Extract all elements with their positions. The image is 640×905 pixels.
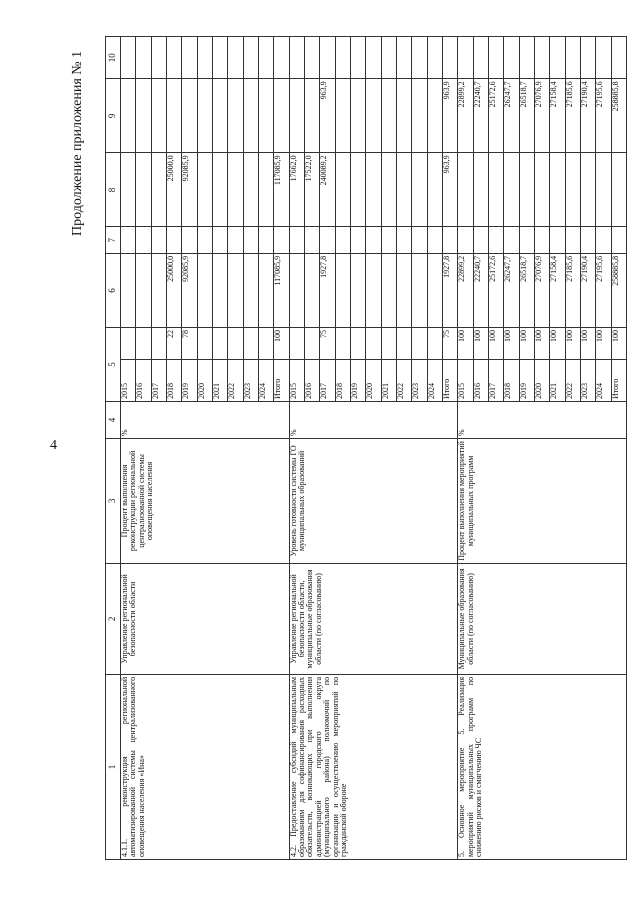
amount-cell (611, 153, 627, 227)
amount-cell (350, 253, 365, 327)
amount-cell (151, 79, 166, 153)
year-cell: 2022 (396, 359, 411, 401)
amount-cell (289, 253, 304, 327)
unit-cell: % (458, 402, 627, 439)
value-cell (121, 327, 136, 359)
amount-cell (136, 153, 151, 227)
amount-cell (243, 227, 258, 253)
column-number: 10 (106, 37, 121, 79)
amount-cell (580, 153, 595, 227)
annex-title: Продолжение приложения № 1 (70, 50, 85, 236)
amount-cell (427, 79, 442, 153)
amount-cell (473, 227, 488, 253)
amount-cell: 27158,4 (550, 79, 565, 153)
amount-cell (197, 253, 212, 327)
amount-cell (442, 37, 457, 79)
year-cell: 2015 (458, 359, 473, 401)
amount-cell (151, 37, 166, 79)
amount-cell (228, 79, 243, 153)
amount-cell (381, 153, 396, 227)
amount-cell (335, 153, 350, 227)
amount-cell (381, 37, 396, 79)
amount-cell (381, 227, 396, 253)
year-cell: 2022 (565, 359, 580, 401)
page-number: 4 (50, 438, 57, 453)
amount-cell (228, 37, 243, 79)
amount-cell (320, 37, 335, 79)
value-cell: 100 (611, 327, 627, 359)
amount-cell: 25172,6 (488, 79, 503, 153)
value-cell (136, 327, 151, 359)
amount-cell (243, 253, 258, 327)
amount-cell (519, 227, 534, 253)
amount-cell: 26247,7 (504, 79, 519, 153)
amount-cell (366, 253, 381, 327)
amount-cell (212, 79, 227, 153)
column-number: 9 (106, 79, 121, 153)
amount-cell (136, 227, 151, 253)
amount-cell (427, 253, 442, 327)
amount-cell (197, 79, 212, 153)
amount-cell: 258885,8 (611, 253, 627, 327)
amount-cell (565, 153, 580, 227)
amount-cell: 963,9 (320, 79, 335, 153)
amount-cell (320, 227, 335, 253)
amount-cell (458, 37, 473, 79)
amount-cell (565, 37, 580, 79)
amount-cell (412, 253, 427, 327)
year-cell: 2016 (136, 359, 151, 401)
value-cell (151, 327, 166, 359)
amount-cell (396, 79, 411, 153)
amount-cell (488, 153, 503, 227)
year-cell: 2021 (550, 359, 565, 401)
amount-cell: 1927,8 (320, 253, 335, 327)
year-cell: 2018 (504, 359, 519, 401)
amount-cell (596, 227, 611, 253)
amount-cell: 1927,8 (442, 253, 457, 327)
amount-cell (458, 227, 473, 253)
year-cell: 2016 (304, 359, 319, 401)
year-cell: 2019 (182, 359, 197, 401)
amount-cell (611, 227, 627, 253)
amount-cell (550, 153, 565, 227)
amount-cell (534, 37, 549, 79)
amount-cell (335, 227, 350, 253)
year-cell: 2023 (243, 359, 258, 401)
amount-cell (121, 253, 136, 327)
year-cell: 2022 (228, 359, 243, 401)
amount-cell (258, 227, 273, 253)
value-cell: 100 (550, 327, 565, 359)
amount-cell: 22899,2 (458, 79, 473, 153)
year-cell: 2021 (212, 359, 227, 401)
amount-cell: 27190,4 (580, 79, 595, 153)
amount-cell (335, 37, 350, 79)
value-cell: 100 (596, 327, 611, 359)
value-cell (243, 327, 258, 359)
measure-cell: 4.1.1. реконструкция региональной автоматизированной системы централизованного оповещения населения «Ина» (121, 674, 290, 859)
indicator-cell: Процент выполнения мероприятий муниципальных программ (458, 439, 627, 564)
value-cell: 100 (534, 327, 549, 359)
amount-cell: 117085,9 (274, 153, 289, 227)
column-number: 3 (106, 439, 121, 564)
amount-cell (366, 79, 381, 153)
amount-cell: 26247,7 (504, 253, 519, 327)
amount-cell (289, 37, 304, 79)
amount-cell: 17662,0 (289, 153, 304, 227)
year-cell: 2018 (335, 359, 350, 401)
year-cell: 2015 (289, 359, 304, 401)
amount-cell: 92085,9 (182, 153, 197, 227)
amount-cell (136, 37, 151, 79)
year-cell: 2018 (166, 359, 181, 401)
amount-cell (350, 153, 365, 227)
amount-cell (212, 153, 227, 227)
amount-cell (304, 79, 319, 153)
amount-cell (396, 37, 411, 79)
amount-cell (228, 153, 243, 227)
year-cell: 2023 (580, 359, 595, 401)
amount-cell (228, 227, 243, 253)
amount-cell (182, 79, 197, 153)
value-cell: 100 (473, 327, 488, 359)
amount-cell: 27185,6 (565, 79, 580, 153)
value-cell (412, 327, 427, 359)
amount-cell (212, 227, 227, 253)
amount-cell (166, 227, 181, 253)
year-cell: 2015 (121, 359, 136, 401)
year-cell: 2017 (151, 359, 166, 401)
year-cell: 2024 (427, 359, 442, 401)
amount-cell: 26518,7 (519, 79, 534, 153)
amount-cell (488, 37, 503, 79)
year-cell: 2020 (197, 359, 212, 401)
amount-cell (412, 37, 427, 79)
amount-cell (243, 153, 258, 227)
amount-cell (350, 79, 365, 153)
amount-cell (442, 227, 457, 253)
value-cell: 100 (504, 327, 519, 359)
amount-cell (121, 79, 136, 153)
column-number: 7 (106, 227, 121, 253)
year-cell: Итого (274, 359, 289, 401)
year-cell: 2020 (366, 359, 381, 401)
amount-cell (166, 79, 181, 153)
value-cell (366, 327, 381, 359)
amount-cell (182, 37, 197, 79)
year-cell: 2024 (596, 359, 611, 401)
amount-cell (212, 37, 227, 79)
amount-cell (258, 79, 273, 153)
amount-cell (580, 227, 595, 253)
amount-cell (151, 253, 166, 327)
amount-cell (458, 153, 473, 227)
amount-cell (473, 37, 488, 79)
amount-cell: 258885,8 (611, 79, 627, 153)
year-cell: 2016 (473, 359, 488, 401)
amount-cell (274, 227, 289, 253)
amount-cell (534, 153, 549, 227)
table-row (121, 37, 136, 860)
value-cell (335, 327, 350, 359)
value-cell (304, 327, 319, 359)
year-cell: 2020 (534, 359, 549, 401)
measure-cell: 4.2. Предоставление субсидий муниципальным образованиям для софинансирования расходных обязательств, возникающих при выполнении администрацией городского округа (муниципального района) полномочий по организации и осуществлению мероприятий по гражданской обороне (289, 674, 458, 859)
amount-cell (258, 253, 273, 327)
amount-cell (289, 79, 304, 153)
value-cell: 100 (488, 327, 503, 359)
amount-cell (534, 227, 549, 253)
measure-cell: 5. Основное мероприятие 5. Реализация мероприятий муниципальных программ по снижению рисков и смягчению ЧС (458, 674, 627, 859)
amount-cell: 22240,7 (473, 79, 488, 153)
value-cell (258, 327, 273, 359)
amount-cell: 27158,4 (550, 253, 565, 327)
value-cell (197, 327, 212, 359)
amount-cell: 27185,6 (565, 253, 580, 327)
year-cell: 2023 (412, 359, 427, 401)
amount-cell (289, 227, 304, 253)
amount-cell: 25172,6 (488, 253, 503, 327)
amount-cell (197, 37, 212, 79)
amount-cell (396, 227, 411, 253)
amount-cell (258, 37, 273, 79)
amount-cell (366, 153, 381, 227)
amount-cell: 92085,9 (182, 253, 197, 327)
unit-cell: % (289, 402, 458, 439)
amount-cell (335, 79, 350, 153)
amount-cell: 25000,0 (166, 153, 181, 227)
amount-cell (396, 253, 411, 327)
amount-cell (412, 227, 427, 253)
amount-cell (274, 37, 289, 79)
value-cell (381, 327, 396, 359)
amount-cell (350, 37, 365, 79)
year-cell: Итого (611, 359, 627, 401)
amount-cell (304, 37, 319, 79)
amount-cell (366, 227, 381, 253)
amount-cell (228, 253, 243, 327)
value-cell: 78 (182, 327, 197, 359)
amount-cell (427, 227, 442, 253)
program-table (105, 36, 627, 860)
amount-cell (121, 37, 136, 79)
amount-cell (473, 153, 488, 227)
executor-cell: Управление региональной безопасности области, муниципальные образования области (по согласованию) (289, 563, 458, 674)
amount-cell (427, 153, 442, 227)
amount-cell (550, 227, 565, 253)
indicator-cell: Процент выполнения реконструкции региональной централизованной системы оповещения населения (121, 439, 290, 564)
amount-cell (304, 253, 319, 327)
amount-cell (550, 37, 565, 79)
amount-cell (504, 37, 519, 79)
value-cell: 75 (442, 327, 457, 359)
amount-cell (136, 79, 151, 153)
amount-cell (580, 37, 595, 79)
indicator-cell: Уровень готовности системы ГО муниципальных образований (289, 439, 458, 564)
executor-cell: Управление региональной безопасности области (121, 563, 290, 674)
amount-cell (166, 37, 181, 79)
amount-cell (121, 227, 136, 253)
unit-cell: % (121, 402, 290, 439)
amount-cell: 27195,6 (596, 253, 611, 327)
value-cell: 75 (320, 327, 335, 359)
amount-cell (611, 37, 627, 79)
amount-cell: 27195,6 (596, 79, 611, 153)
year-cell: 2017 (320, 359, 335, 401)
table-row (289, 37, 304, 860)
amount-cell (396, 153, 411, 227)
year-cell: 2024 (258, 359, 273, 401)
amount-cell: 27190,4 (580, 253, 595, 327)
amount-cell (412, 153, 427, 227)
amount-cell (519, 153, 534, 227)
value-cell: 100 (565, 327, 580, 359)
amount-cell (212, 253, 227, 327)
amount-cell: 963,9 (442, 79, 457, 153)
table-row (458, 37, 473, 860)
column-number: 5 (106, 327, 121, 401)
amount-cell (504, 227, 519, 253)
column-number: 8 (106, 153, 121, 227)
year-cell: Итого (442, 359, 457, 401)
amount-cell (504, 153, 519, 227)
amount-cell (258, 153, 273, 227)
amount-cell (304, 227, 319, 253)
value-cell: 22 (166, 327, 181, 359)
executor-cell: Муниципальные образования области (по согласованию) (458, 563, 627, 674)
year-cell: 2017 (488, 359, 503, 401)
value-cell: 100 (458, 327, 473, 359)
amount-cell (350, 227, 365, 253)
amount-cell (519, 37, 534, 79)
amount-cell: 117085,9 (274, 253, 289, 327)
amount-cell (243, 37, 258, 79)
amount-cell (596, 153, 611, 227)
amount-cell (488, 227, 503, 253)
column-number: 2 (106, 563, 121, 674)
value-cell (427, 327, 442, 359)
value-cell (350, 327, 365, 359)
amount-cell (136, 253, 151, 327)
amount-cell: 27076,9 (534, 79, 549, 153)
value-cell (396, 327, 411, 359)
column-number: 6 (106, 253, 121, 327)
column-number: 1 (106, 674, 121, 859)
value-cell: 100 (580, 327, 595, 359)
value-cell: 100 (274, 327, 289, 359)
amount-cell: 26518,7 (519, 253, 534, 327)
table-body (121, 37, 627, 860)
amount-cell (274, 79, 289, 153)
amount-cell: 22240,7 (473, 253, 488, 327)
amount-cell (381, 79, 396, 153)
amount-cell (596, 37, 611, 79)
amount-cell: 27076,9 (534, 253, 549, 327)
amount-cell: 22899,2 (458, 253, 473, 327)
column-number-row (106, 37, 121, 860)
amount-cell (197, 153, 212, 227)
amount-cell (381, 253, 396, 327)
amount-cell (197, 227, 212, 253)
value-cell (289, 327, 304, 359)
amount-cell: 240089,2 (320, 153, 335, 227)
year-cell: 2019 (350, 359, 365, 401)
year-cell: 2019 (519, 359, 534, 401)
amount-cell: 963,9 (442, 153, 457, 227)
amount-cell (412, 79, 427, 153)
amount-cell (182, 227, 197, 253)
amount-cell (335, 253, 350, 327)
value-cell: 100 (519, 327, 534, 359)
amount-cell (366, 37, 381, 79)
column-number: 4 (106, 402, 121, 439)
value-cell (212, 327, 227, 359)
amount-cell (121, 153, 136, 227)
program-table-frame (105, 36, 627, 860)
amount-cell (427, 37, 442, 79)
amount-cell (151, 227, 166, 253)
year-cell: 2021 (381, 359, 396, 401)
amount-cell: 17522,0 (304, 153, 319, 227)
amount-cell (151, 153, 166, 227)
amount-cell (565, 227, 580, 253)
amount-cell: 25000,0 (166, 253, 181, 327)
amount-cell (243, 79, 258, 153)
value-cell (228, 327, 243, 359)
